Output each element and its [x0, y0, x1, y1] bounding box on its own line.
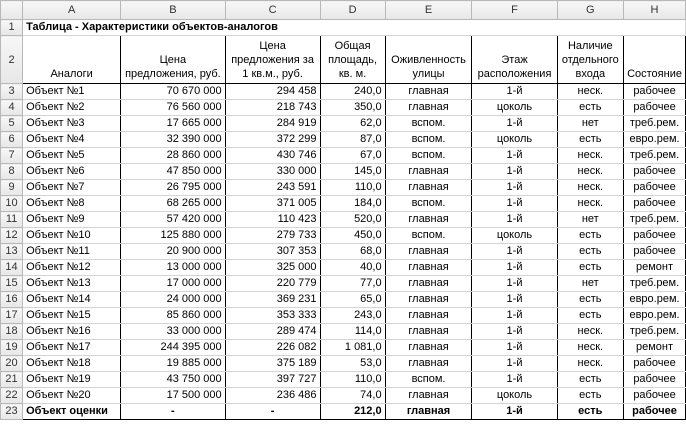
cell-state[interactable]: евро.рем. — [624, 292, 686, 308]
table-row — [1, 116, 686, 132]
cell-entrance[interactable]: есть — [557, 244, 623, 260]
row-header[interactable]: 7 — [1, 148, 23, 164]
cell-price[interactable]: 125 880 000 — [121, 228, 226, 244]
cell-state[interactable]: рабочее — [624, 164, 686, 180]
cell-street[interactable]: главная — [385, 84, 472, 100]
cell-entrance[interactable]: есть — [557, 100, 623, 116]
cell-floor[interactable]: 1-й — [472, 340, 557, 356]
total-cell-floor[interactable]: 1-й — [472, 404, 557, 420]
cell-street[interactable]: главная — [385, 276, 472, 292]
column-header[interactable]: F — [472, 1, 557, 20]
cell-street[interactable]: главная — [385, 212, 472, 228]
cell-street[interactable]: главная — [385, 340, 472, 356]
cell-area[interactable]: 450,0 — [320, 228, 385, 244]
row-header[interactable]: 4 — [1, 100, 23, 116]
cell-psqm[interactable]: 218 743 — [225, 100, 320, 116]
cell-entrance[interactable]: неск. — [557, 324, 623, 340]
cell-psqm[interactable]: 353 333 — [225, 308, 320, 324]
header-cell-analog[interactable] — [23, 36, 121, 84]
row-header[interactable]: 21 — [1, 372, 23, 388]
cell-entrance[interactable]: есть — [557, 132, 623, 148]
cell-state[interactable]: рабочее — [624, 388, 686, 404]
row-header[interactable]: 19 — [1, 340, 23, 356]
cell-name[interactable]: Объект №5 — [23, 148, 121, 164]
header-cell-area[interactable] — [320, 36, 385, 84]
total-cell-name[interactable]: Объект оценки — [23, 404, 121, 420]
cell-area[interactable]: 74,0 — [320, 388, 385, 404]
cell-price[interactable]: 17 665 000 — [121, 116, 226, 132]
total-cell-entrance[interactable]: есть — [557, 404, 623, 420]
cell-price[interactable]: 33 000 000 — [121, 324, 226, 340]
cell-name[interactable]: Объект №16 — [23, 324, 121, 340]
header-cell-street[interactable] — [385, 36, 472, 84]
cell-psqm[interactable]: 397 727 — [225, 372, 320, 388]
cell-street[interactable]: главная — [385, 180, 472, 196]
total-cell-price[interactable]: - — [121, 404, 226, 420]
cell-state[interactable]: рабочее — [624, 180, 686, 196]
cell-psqm[interactable]: 289 474 — [225, 324, 320, 340]
header-label-entrance: Наличие отдельного входа — [561, 40, 619, 80]
column-header[interactable]: H — [624, 1, 686, 20]
column-header[interactable]: E — [385, 1, 472, 20]
cell-name[interactable]: Объект №15 — [23, 308, 121, 324]
cell-floor[interactable]: цоколь — [472, 228, 557, 244]
cell-area[interactable]: 350,0 — [320, 100, 385, 116]
cell-street[interactable]: главная — [385, 308, 472, 324]
cell-price[interactable]: 57 420 000 — [121, 212, 226, 228]
header-label-state: Состояние — [627, 68, 682, 80]
cell-floor[interactable]: 1-й — [472, 260, 557, 276]
cell-price[interactable]: 244 395 000 — [121, 340, 226, 356]
cell-entrance[interactable]: неск. — [557, 180, 623, 196]
cell-price[interactable]: 43 750 000 — [121, 372, 226, 388]
cell-floor[interactable]: цоколь — [472, 132, 557, 148]
cell-floor[interactable]: 1-й — [472, 180, 557, 196]
row-header[interactable]: 5 — [1, 116, 23, 132]
cell-price[interactable]: 20 900 000 — [121, 244, 226, 260]
cell-entrance[interactable]: неск. — [557, 84, 623, 100]
header-cell-entrance[interactable] — [557, 36, 623, 84]
row-header[interactable]: 23 — [1, 404, 23, 420]
cell-state[interactable]: рабочее — [624, 84, 686, 100]
table-row — [1, 356, 686, 372]
cell-price[interactable]: 47 850 000 — [121, 164, 226, 180]
cell-area[interactable]: 53,0 — [320, 356, 385, 372]
cell-psqm[interactable]: 307 353 — [225, 244, 320, 260]
cell-price[interactable]: 17 000 000 — [121, 276, 226, 292]
cell-name[interactable]: Объект №8 — [23, 196, 121, 212]
row-header[interactable]: 3 — [1, 84, 23, 100]
row-header[interactable]: 14 — [1, 260, 23, 276]
cell-area[interactable]: 110,0 — [320, 180, 385, 196]
cell-area[interactable]: 184,0 — [320, 196, 385, 212]
cell-psqm[interactable]: 279 733 — [225, 228, 320, 244]
header-cell-state[interactable] — [624, 36, 686, 84]
cell-state[interactable]: рабочее — [624, 372, 686, 388]
table-row — [1, 100, 686, 116]
cell-entrance[interactable]: нет — [557, 276, 623, 292]
row-header[interactable]: 22 — [1, 388, 23, 404]
cell-psqm[interactable]: 226 082 — [225, 340, 320, 356]
cell-price[interactable]: 19 885 000 — [121, 356, 226, 372]
cell-psqm[interactable]: 371 005 — [225, 196, 320, 212]
cell-price[interactable]: 76 560 000 — [121, 100, 226, 116]
cell-area[interactable]: 520,0 — [320, 212, 385, 228]
cell-name[interactable]: Объект №11 — [23, 244, 121, 260]
cell-area[interactable]: 240,0 — [320, 84, 385, 100]
column-header[interactable]: B — [121, 1, 226, 20]
table-row — [1, 308, 686, 324]
cell-entrance[interactable]: неск. — [557, 164, 623, 180]
total-cell-area[interactable]: 212,0 — [320, 404, 385, 420]
cell-price[interactable]: 70 670 000 — [121, 84, 226, 100]
header-label-floor: Этаж расположения — [477, 54, 552, 80]
table-row — [1, 244, 686, 260]
cell-floor[interactable]: 1-й — [472, 196, 557, 212]
cell-state[interactable]: треб.рем. — [624, 148, 686, 164]
cell-name[interactable]: Объект №9 — [23, 212, 121, 228]
cell-name[interactable]: Объект №12 — [23, 260, 121, 276]
row-header[interactable]: 6 — [1, 132, 23, 148]
cell-entrance[interactable]: неск. — [557, 148, 623, 164]
cell-floor[interactable]: 1-й — [472, 356, 557, 372]
cell-name[interactable]: Объект №2 — [23, 100, 121, 116]
cell-street[interactable]: главная — [385, 260, 472, 276]
cell-floor[interactable]: 1-й — [472, 276, 557, 292]
cell-state[interactable]: рабочее — [624, 196, 686, 212]
table-row — [1, 180, 686, 196]
cell-psqm[interactable]: 243 591 — [225, 180, 320, 196]
cell-street[interactable]: вспом. — [385, 196, 472, 212]
cell-state[interactable]: евро.рем. — [624, 132, 686, 148]
cell-psqm[interactable]: 236 486 — [225, 388, 320, 404]
header-label-area: Общая площадь, кв. м. — [328, 40, 378, 80]
cell-floor[interactable]: 1-й — [472, 292, 557, 308]
cell-name[interactable]: Объект №10 — [23, 228, 121, 244]
cell-state[interactable]: треб.рем. — [624, 324, 686, 340]
cell-entrance[interactable]: есть — [557, 260, 623, 276]
table-row — [1, 324, 686, 340]
cell-area[interactable]: 1 081,0 — [320, 340, 385, 356]
cell-floor[interactable]: 1-й — [472, 212, 557, 228]
cell-entrance[interactable]: неск. — [557, 356, 623, 372]
header-cell-price_sqm[interactable] — [225, 36, 320, 84]
cell-street[interactable]: вспом. — [385, 372, 472, 388]
cell-area[interactable]: 65,0 — [320, 292, 385, 308]
table-row — [1, 388, 686, 404]
cell-name[interactable]: Объект №3 — [23, 116, 121, 132]
cell-psqm[interactable]: 372 299 — [225, 132, 320, 148]
cell-area[interactable]: 110,0 — [320, 372, 385, 388]
column-header[interactable]: G — [557, 1, 623, 20]
cell-floor[interactable]: 1-й — [472, 244, 557, 260]
cell-entrance[interactable]: есть — [557, 308, 623, 324]
cell-psqm[interactable]: 375 189 — [225, 356, 320, 372]
table-row — [1, 132, 686, 148]
header-cell-floor[interactable] — [472, 36, 557, 84]
header-label-price_sqm: Цена предложения за 1 кв.м., руб. — [231, 40, 314, 80]
cell-entrance[interactable]: нет — [557, 212, 623, 228]
cell-area[interactable]: 62,0 — [320, 116, 385, 132]
cell-street[interactable]: вспом. — [385, 228, 472, 244]
table-row — [1, 228, 686, 244]
table-row — [1, 292, 686, 308]
cell-street[interactable]: главная — [385, 388, 472, 404]
cell-floor[interactable]: цоколь — [472, 388, 557, 404]
cell-name[interactable]: Объект №17 — [23, 340, 121, 356]
cell-price[interactable]: 28 860 000 — [121, 148, 226, 164]
cell-entrance[interactable]: неск. — [557, 340, 623, 356]
cell-psqm[interactable]: 284 919 — [225, 116, 320, 132]
cell-name[interactable]: Объект №13 — [23, 276, 121, 292]
cell-state[interactable]: треб.рем. — [624, 212, 686, 228]
table-row — [1, 276, 686, 292]
cell-entrance[interactable]: есть — [557, 292, 623, 308]
cell-name[interactable]: Объект №7 — [23, 180, 121, 196]
row-header[interactable]: 18 — [1, 324, 23, 340]
table-row — [1, 340, 686, 356]
cell-floor[interactable]: 1-й — [472, 84, 557, 100]
cell-floor[interactable]: 1-й — [472, 308, 557, 324]
cell-floor[interactable]: 1-й — [472, 324, 557, 340]
table-row — [1, 260, 686, 276]
cell-area[interactable]: 40,0 — [320, 260, 385, 276]
cell-street[interactable]: вспом. — [385, 116, 472, 132]
cell-psqm[interactable]: 330 000 — [225, 164, 320, 180]
row-header[interactable]: 11 — [1, 212, 23, 228]
header-label-analog: Аналоги — [50, 68, 93, 80]
cell-street[interactable]: главная — [385, 244, 472, 260]
cell-floor[interactable]: цоколь — [472, 100, 557, 116]
cell-price[interactable]: 13 000 000 — [121, 260, 226, 276]
row-header[interactable]: 1 — [1, 20, 23, 36]
column-header[interactable]: A — [23, 1, 121, 20]
cell-psqm[interactable]: 294 458 — [225, 84, 320, 100]
cell-floor[interactable]: 1-й — [472, 372, 557, 388]
header-cell-price[interactable] — [121, 36, 226, 84]
cell-state[interactable]: рабочее — [624, 356, 686, 372]
header-label-price: Цена предложения, руб. — [125, 54, 221, 80]
cell-price[interactable]: 68 265 000 — [121, 196, 226, 212]
cell-entrance[interactable]: неск. — [557, 196, 623, 212]
cell-psqm[interactable]: 220 779 — [225, 276, 320, 292]
row-header[interactable]: 17 — [1, 308, 23, 324]
cell-area[interactable]: 67,0 — [320, 148, 385, 164]
cell-floor[interactable]: 1-й — [472, 116, 557, 132]
row-header[interactable]: 9 — [1, 180, 23, 196]
cell-state[interactable]: рабочее — [624, 228, 686, 244]
cell-name[interactable]: Объект №19 — [23, 372, 121, 388]
table-row — [1, 372, 686, 388]
select-all-corner[interactable] — [1, 1, 23, 20]
cell-area[interactable]: 77,0 — [320, 276, 385, 292]
row-header[interactable]: 20 — [1, 356, 23, 372]
cell-price[interactable]: 17 500 000 — [121, 388, 226, 404]
total-cell-state[interactable]: рабочее — [624, 404, 686, 420]
table-row — [1, 148, 686, 164]
row-header[interactable]: 8 — [1, 164, 23, 180]
cell-street[interactable]: главная — [385, 324, 472, 340]
cell-price[interactable]: 24 000 000 — [121, 292, 226, 308]
row-header[interactable]: 15 — [1, 276, 23, 292]
total-row — [1, 404, 686, 420]
row-header[interactable]: 16 — [1, 292, 23, 308]
cell-street[interactable]: главная — [385, 100, 472, 116]
cell-street[interactable]: главная — [385, 356, 472, 372]
cell-area[interactable]: 68,0 — [320, 244, 385, 260]
total-cell-street[interactable]: главная — [385, 404, 472, 420]
cell-street[interactable]: главная — [385, 292, 472, 308]
table-row — [1, 212, 686, 228]
cell-name[interactable]: Объект №4 — [23, 132, 121, 148]
cell-area[interactable]: 145,0 — [320, 164, 385, 180]
cell-price[interactable]: 26 795 000 — [121, 180, 226, 196]
cell-price[interactable]: 32 390 000 — [121, 132, 226, 148]
total-cell-psqm[interactable]: - — [225, 404, 320, 420]
cell-floor[interactable]: 1-й — [472, 164, 557, 180]
cell-psqm[interactable]: 110 423 — [225, 212, 320, 228]
table-row — [1, 164, 686, 180]
cell-area[interactable]: 243,0 — [320, 308, 385, 324]
cell-entrance[interactable]: есть — [557, 228, 623, 244]
cell-state[interactable]: треб.рем. — [624, 276, 686, 292]
cell-area[interactable]: 87,0 — [320, 132, 385, 148]
cell-name[interactable]: Объект №6 — [23, 164, 121, 180]
cell-state[interactable]: ремонт — [624, 260, 686, 276]
cell-psqm[interactable]: 325 000 — [225, 260, 320, 276]
cell-state[interactable]: треб.рем. — [624, 116, 686, 132]
cell-name[interactable]: Объект №1 — [23, 84, 121, 100]
cell-psqm[interactable]: 369 231 — [225, 292, 320, 308]
cell-entrance[interactable]: нет — [557, 116, 623, 132]
cell-floor[interactable]: 1-й — [472, 148, 557, 164]
cell-psqm[interactable]: 430 746 — [225, 148, 320, 164]
cell-street[interactable]: вспом. — [385, 148, 472, 164]
cell-state[interactable]: ремонт — [624, 340, 686, 356]
row-header[interactable]: 12 — [1, 228, 23, 244]
row-header[interactable]: 10 — [1, 196, 23, 212]
cell-state[interactable]: рабочее — [624, 244, 686, 260]
cell-entrance[interactable]: есть — [557, 388, 623, 404]
cell-street[interactable]: вспом. — [385, 132, 472, 148]
cell-area[interactable]: 114,0 — [320, 324, 385, 340]
row-header[interactable]: 2 — [1, 36, 23, 84]
table-row — [1, 196, 686, 212]
cell-name[interactable]: Объект №18 — [23, 356, 121, 372]
cell-state[interactable]: рабочее — [624, 100, 686, 116]
table-row — [1, 84, 686, 100]
table-title-cell[interactable]: Таблица - Характеристики объектов-аналогов — [23, 20, 686, 36]
cell-street[interactable]: главная — [385, 164, 472, 180]
cell-name[interactable]: Объект №20 — [23, 388, 121, 404]
column-header[interactable]: C — [225, 1, 320, 20]
cell-name[interactable]: Объект №14 — [23, 292, 121, 308]
header-label-street: Оживленность улицы — [391, 54, 466, 80]
cell-entrance[interactable]: есть — [557, 372, 623, 388]
cell-state[interactable]: евро.рем. — [624, 308, 686, 324]
cell-price[interactable]: 85 860 000 — [121, 308, 226, 324]
column-header[interactable]: D — [320, 1, 385, 20]
row-header[interactable]: 13 — [1, 244, 23, 260]
